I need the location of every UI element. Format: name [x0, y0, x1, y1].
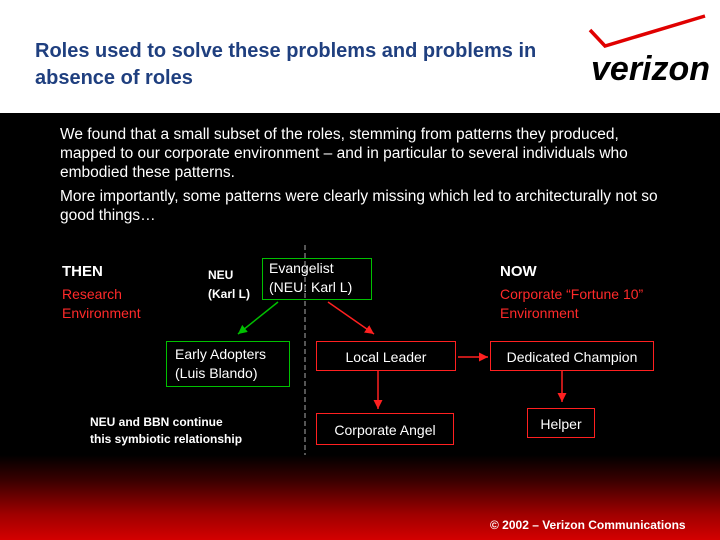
early-adopters-sub: (Luis Blando)	[175, 365, 258, 381]
evangelist-box	[262, 258, 372, 300]
then-heading: THEN	[62, 263, 103, 280]
arrow-evangelist-early	[238, 302, 278, 334]
local-leader-box: Local Leader	[316, 341, 456, 371]
now-subtitle: Corporate “Fortune 10” Environment	[500, 286, 644, 321]
brand-wordmark: verizon	[591, 50, 710, 88]
copyright-footer: © 2002 – Verizon Communications	[490, 518, 686, 532]
arrow-evangelist-local	[328, 302, 374, 334]
early-adopters-box	[166, 341, 290, 387]
paragraph-2: More importantly, some patterns were clearly missing which led to architecturally not so good things…	[60, 188, 658, 224]
neu-bbn-line-2: this symbiotic relationship	[90, 432, 243, 446]
helper-box: Helper	[527, 408, 595, 438]
neu-bbn-note	[90, 414, 242, 448]
dedicated-champion-box: Dedicated Champion	[490, 341, 654, 371]
evangelist-sub: (NEU: Karl L)	[269, 279, 353, 295]
paragraph-1: We found that a small subset of the roles, stemming from patterns they produced, mapped to our corporate environment – and in particular to several individuals who embodied these patterns.	[60, 126, 628, 181]
neu-karl-label: (Karl L)	[208, 287, 250, 301]
now-heading: NOW	[500, 263, 537, 280]
neu-bbn-line-1: NEU and BBN continue	[90, 415, 223, 429]
corporate-angel-box: Corporate Angel	[316, 413, 454, 445]
slide-title: Roles used to solve these problems and problems in absence of roles	[35, 40, 537, 89]
neu-label: NEU	[208, 268, 234, 282]
early-adopters-label: Early Adopters	[175, 346, 267, 362]
evangelist-label: Evangelist	[269, 260, 334, 276]
then-subtitle: Research Environment	[62, 286, 141, 321]
